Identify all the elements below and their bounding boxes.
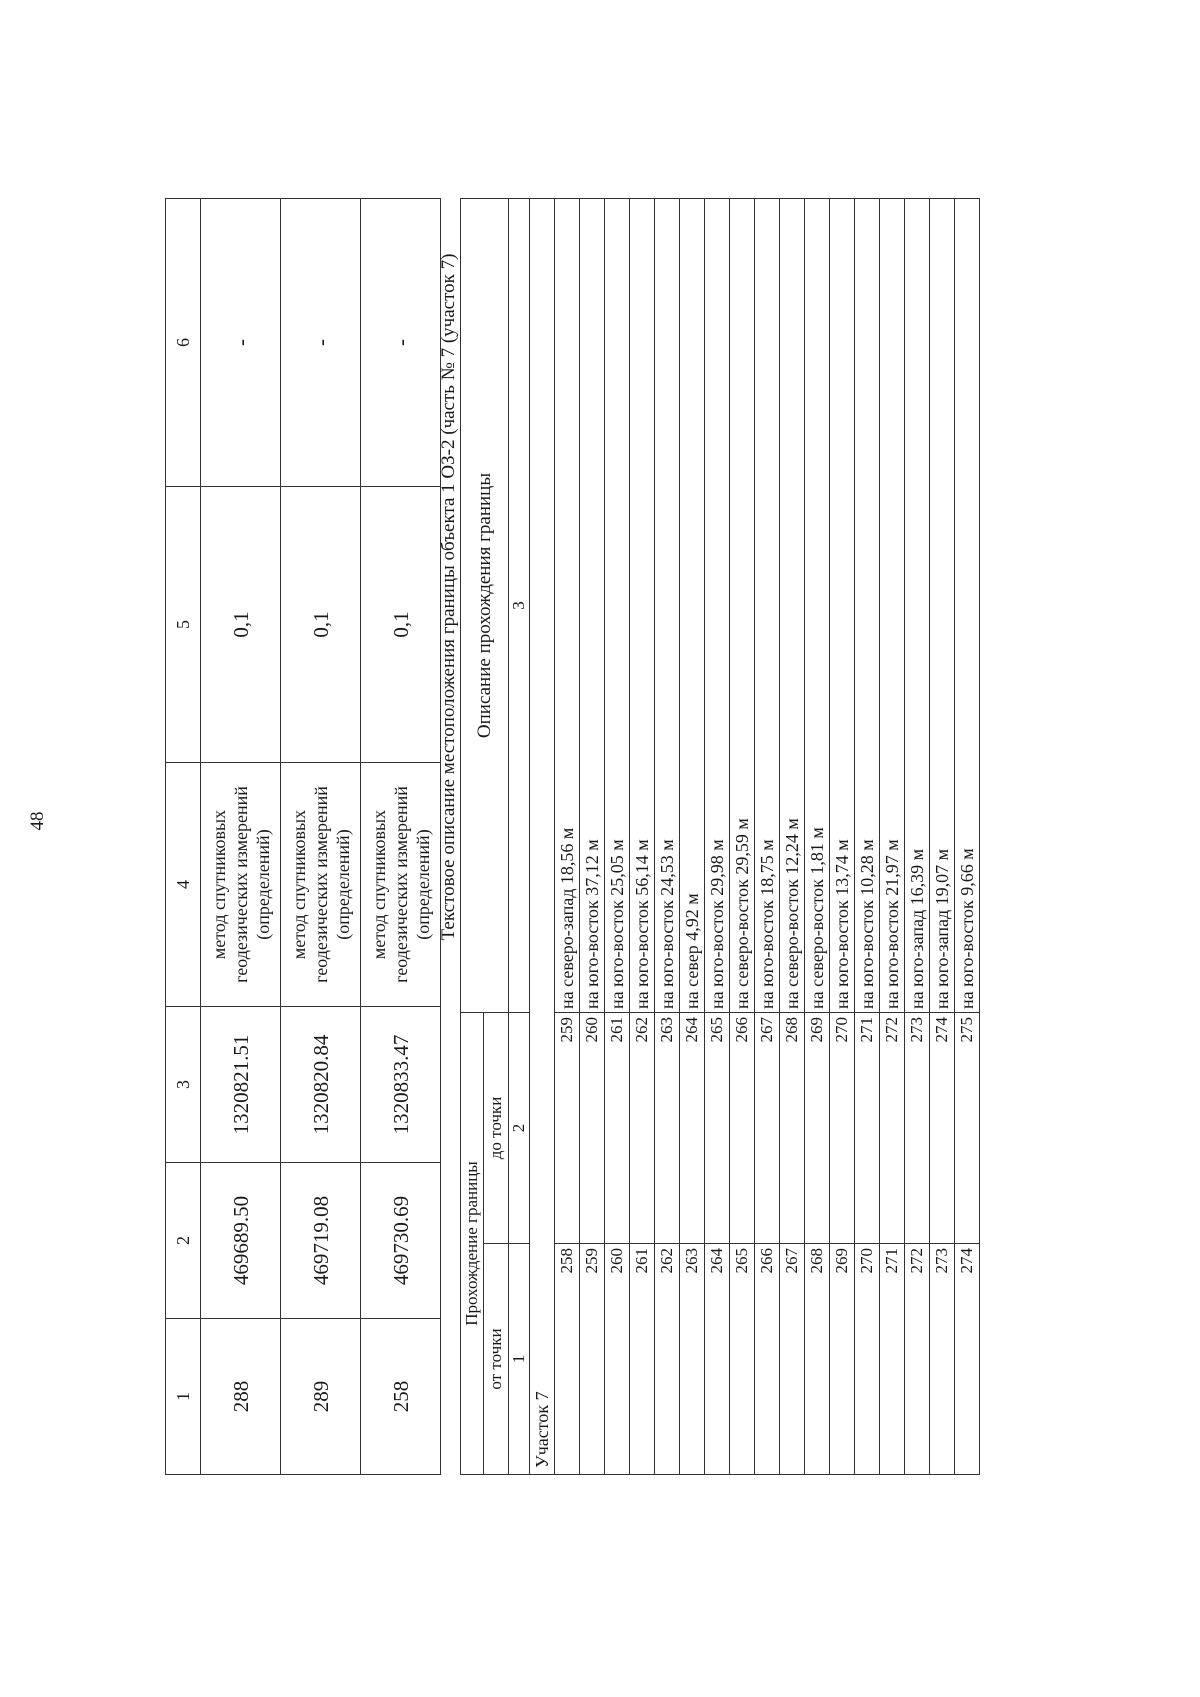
boundary-description: на северо-восток 12,24 м [780, 198, 805, 1012]
method-line: (определений) [332, 829, 353, 940]
method-line: (определений) [412, 829, 433, 940]
table-row [805, 198, 830, 1474]
page-number: 48 [27, 811, 48, 831]
boundary-description: на юго-восток 56,14 м [630, 198, 655, 1012]
boundary-description: на юго-восток 24,53 м [655, 198, 680, 1012]
from-point: 258 [555, 1244, 580, 1475]
from-point-header: от точки [484, 1244, 509, 1475]
table-row [680, 198, 705, 1474]
table-row [930, 198, 955, 1474]
from-point: 273 [930, 1244, 955, 1475]
table-row [705, 198, 730, 1474]
to-point: 265 [705, 1012, 730, 1243]
note: - [281, 199, 361, 487]
method-line: метод спутниковых [288, 809, 309, 960]
note: - [201, 199, 281, 487]
to-point: 273 [905, 1012, 930, 1243]
method-line: метод спутниковых [368, 809, 389, 960]
coordinate-x: 469730.69 [361, 1163, 441, 1319]
from-point: 272 [905, 1244, 930, 1475]
method-line: геодезических измерений [310, 786, 331, 983]
coordinates-header-row [166, 199, 201, 1475]
to-point: 261 [605, 1012, 630, 1243]
to-point: 274 [930, 1012, 955, 1243]
table-group-header-row [461, 198, 484, 1474]
boundary-description-title: Текстовое описание местоположения границы объекта 1 ОЗ-2 (часть № 7 (участок 7) [438, 253, 459, 941]
table-row [755, 198, 780, 1474]
coordinate-y: 1320820.84 [281, 1007, 361, 1163]
measurement-method [361, 763, 441, 1007]
coordinate-x: 469719.08 [281, 1163, 361, 1319]
from-point: 266 [755, 1244, 780, 1475]
from-point: 260 [605, 1244, 630, 1475]
from-point: 262 [655, 1244, 680, 1475]
to-point: 260 [580, 1012, 605, 1243]
boundary-description: на северо-запад 18,56 м [555, 198, 580, 1012]
from-point: 261 [630, 1244, 655, 1475]
table-row [201, 199, 281, 1475]
table-row [855, 198, 880, 1474]
boundary-description: на юго-восток 9,66 м [955, 198, 980, 1012]
column-number: 3 [166, 1007, 201, 1163]
to-point: 268 [780, 1012, 805, 1243]
from-point: 271 [880, 1244, 905, 1475]
table-row [830, 198, 855, 1474]
accuracy: 0,1 [201, 487, 281, 763]
from-point: 274 [955, 1244, 980, 1475]
table-row [281, 199, 361, 1475]
table-row [580, 198, 605, 1474]
column-number-row [509, 198, 530, 1474]
to-point: 264 [680, 1012, 705, 1243]
method-line: геодезических измерений [230, 786, 251, 983]
column-number: 3 [509, 198, 530, 1012]
boundary-description: на юго-восток 13,74 м [830, 198, 855, 1012]
boundary-description: на юго-восток 21,97 м [880, 198, 905, 1012]
boundary-description: на юго-запад 19,07 м [930, 198, 955, 1012]
section-label: Участок 7 [530, 198, 555, 1474]
table-row [905, 198, 930, 1474]
description-header: Описание прохождения границы [461, 198, 509, 1012]
to-point: 259 [555, 1012, 580, 1243]
to-point: 270 [830, 1012, 855, 1243]
method-line: (определений) [252, 829, 273, 940]
from-point: 270 [855, 1244, 880, 1475]
from-point: 259 [580, 1244, 605, 1475]
table-row [730, 198, 755, 1474]
to-point: 275 [955, 1012, 980, 1243]
column-number: 1 [166, 1319, 201, 1475]
column-number: 2 [509, 1012, 530, 1243]
table-row [955, 198, 980, 1474]
coordinate-y: 1320821.51 [201, 1007, 281, 1163]
to-point: 267 [755, 1012, 780, 1243]
point-number: 288 [201, 1319, 281, 1475]
method-line: метод спутниковых [208, 809, 229, 960]
coordinates-table [165, 198, 441, 1475]
boundary-passage-header: Прохождение границы [461, 1012, 484, 1474]
to-point: 262 [630, 1012, 655, 1243]
boundary-description-table [460, 198, 980, 1475]
to-point: 271 [855, 1012, 880, 1243]
accuracy: 0,1 [281, 487, 361, 763]
section-row [530, 198, 555, 1474]
method-line: геодезических измерений [390, 786, 411, 983]
column-number: 5 [166, 487, 201, 763]
from-point: 268 [805, 1244, 830, 1475]
to-point-header: до точки [484, 1012, 509, 1243]
column-number: 4 [166, 763, 201, 1007]
measurement-method [281, 763, 361, 1007]
coordinate-y: 1320833.47 [361, 1007, 441, 1163]
boundary-description: на юго-запад 16,39 м [905, 198, 930, 1012]
from-point: 269 [830, 1244, 855, 1475]
boundary-description: на северо-восток 29,59 м [730, 198, 755, 1012]
from-point: 264 [705, 1244, 730, 1475]
boundary-description: на юго-восток 10,28 м [855, 198, 880, 1012]
boundary-description: на юго-восток 29,98 м [705, 198, 730, 1012]
accuracy: 0,1 [361, 487, 441, 763]
to-point: 263 [655, 1012, 680, 1243]
table-row [780, 198, 805, 1474]
boundary-description: на северо-восток 1,81 м [805, 198, 830, 1012]
boundary-description: на юго-восток 37,12 м [580, 198, 605, 1012]
boundary-description: на юго-восток 18,75 м [755, 198, 780, 1012]
table-row [630, 198, 655, 1474]
to-point: 269 [805, 1012, 830, 1243]
column-number: 6 [166, 199, 201, 487]
table-row [605, 198, 630, 1474]
to-point: 272 [880, 1012, 905, 1243]
boundary-description: на юго-восток 25,05 м [605, 198, 630, 1012]
from-point: 267 [780, 1244, 805, 1475]
point-number: 258 [361, 1319, 441, 1475]
boundary-description: на север 4,92 м [680, 198, 705, 1012]
column-number: 1 [509, 1244, 530, 1475]
table-row [880, 198, 905, 1474]
to-point: 266 [730, 1012, 755, 1243]
column-number: 2 [166, 1163, 201, 1319]
measurement-method [201, 763, 281, 1007]
table-row [361, 199, 441, 1475]
point-number: 289 [281, 1319, 361, 1475]
coordinate-x: 469689.50 [201, 1163, 281, 1319]
from-point: 265 [730, 1244, 755, 1475]
note: - [361, 199, 441, 487]
table-row [555, 198, 580, 1474]
table-row [655, 198, 680, 1474]
from-point: 263 [680, 1244, 705, 1475]
